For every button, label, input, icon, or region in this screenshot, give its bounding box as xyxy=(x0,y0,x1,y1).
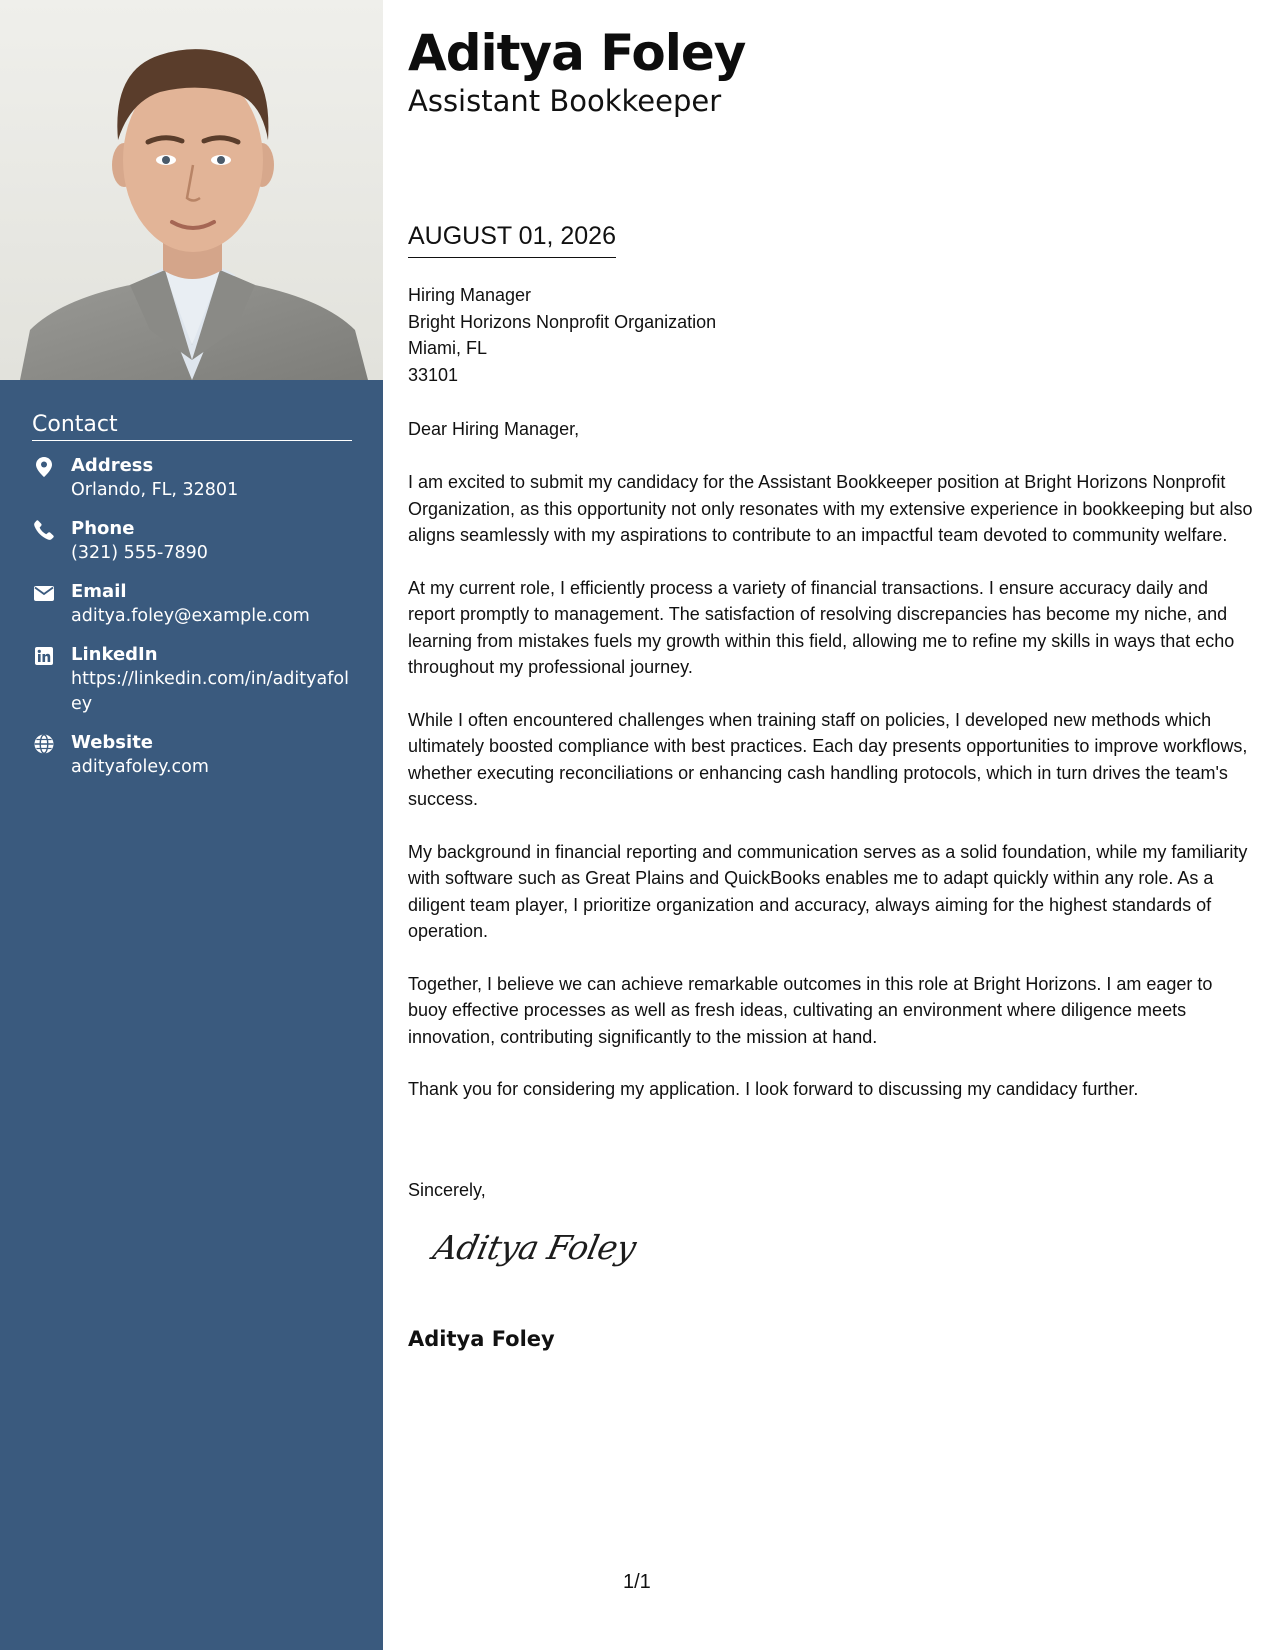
closing: Sincerely, xyxy=(408,1180,486,1200)
contact-item-email xyxy=(32,579,352,629)
profile-photo xyxy=(0,0,383,380)
phone-icon xyxy=(32,518,56,542)
sidebar xyxy=(0,0,383,1650)
envelope-icon xyxy=(32,581,56,605)
contact-item-phone xyxy=(32,516,352,566)
paragraph: At my current role, I efficiently process a variety of financial transactions. I ensure accuracy daily and report promptly to management. The satisfaction of resolving discrepancies has become my niche, and learning from mistakes fuels my growth within this field, allowing me to refine my skills in ways that echo throughout my professional journey. xyxy=(408,577,1235,677)
applicant-job-title: Assistant Bookkeeper xyxy=(408,84,722,118)
linkedin-value[interactable]: https://linkedin.com/in/adityafoley xyxy=(71,669,349,714)
paragraph: While I often encountered challenges when training staff on policies, I developed new methods which ultimately boosted compliance with best practices. Each day presents opportunities to improve workflows, whether executing reconciliations or enhancing cash handling protocols, which in turn drives the team's success. xyxy=(408,709,1248,809)
letter-date: AUGUST 01, 2026 xyxy=(408,222,616,258)
website-label: Website xyxy=(71,732,154,753)
contact-section xyxy=(32,412,352,793)
applicant-name: Aditya Foley xyxy=(408,24,746,82)
phone-value: (321) 555-7890 xyxy=(71,543,208,563)
location-pin-icon xyxy=(32,455,56,479)
letter-paragraphs xyxy=(408,469,1253,1129)
globe-icon xyxy=(32,732,56,756)
recipient-organization: Bright Horizons Nonprofit Organization xyxy=(408,311,717,332)
contact-item-website xyxy=(32,730,352,780)
email-label: Email xyxy=(71,581,127,602)
signer-name: Aditya Foley xyxy=(408,1327,555,1351)
website-value[interactable]: adityafoley.com xyxy=(71,757,209,777)
salutation: Dear Hiring Manager, xyxy=(408,419,580,439)
contact-item-address xyxy=(32,453,352,503)
paragraph: My background in financial reporting and communication serves as a solid foundation, while my familiarity with software such as Great Plains and QuickBooks enables me to adapt quickly within any role. As a diligent team player, I prioritize organization and accuracy, always aiming for the highest standards of operation. xyxy=(408,841,1248,941)
page-number: 1/1 xyxy=(623,1571,651,1593)
recipient-title: Hiring Manager xyxy=(408,285,532,305)
phone-label: Phone xyxy=(71,518,135,539)
recipient-zip: 33101 xyxy=(408,364,459,385)
contact-heading: Contact xyxy=(32,412,352,441)
recipient-block xyxy=(408,282,716,388)
recipient-city: Miami, FL xyxy=(408,338,488,358)
paragraph: Thank you for considering my application. I look forward to discussing my candidacy further. xyxy=(408,1079,1139,1099)
paragraph: Together, I believe we can achieve remarkable outcomes in this role at Bright Horizons. I am eager to buoy effective processes as well as fresh ideas, cultivating an environment where diligence meets innovation, contributing significantly to the mission at hand. xyxy=(408,973,1213,1047)
address-label: Address xyxy=(71,455,154,476)
email-value[interactable]: aditya.foley@example.com xyxy=(71,606,310,626)
linkedin-icon xyxy=(32,644,56,668)
paragraph: I am excited to submit my candidacy for the Assistant Bookkeeper position at Bright Horizons Nonprofit Organization, as this opportunity not only resonates with my extensive experience in bookkeeping but also aligns seamlessly with my aspirations to contribute to an impactful team devoted to community welfare. xyxy=(408,472,1253,545)
address-value: Orlando, FL, 32801 xyxy=(71,480,239,500)
handwritten-signature: Aditya Foley xyxy=(429,1228,640,1267)
linkedin-label: LinkedIn xyxy=(71,644,158,665)
contact-item-linkedin xyxy=(32,642,352,717)
